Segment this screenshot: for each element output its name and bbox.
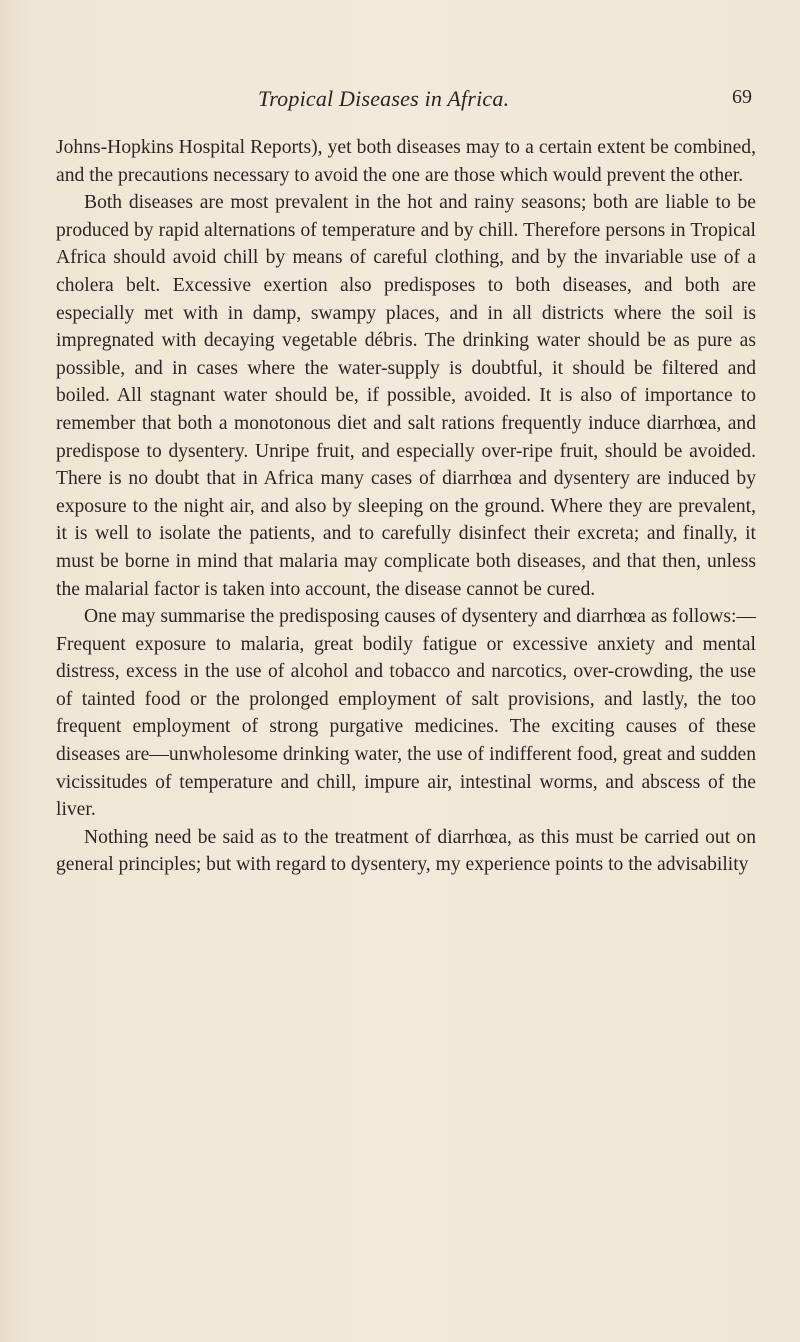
paragraph-treatment: Nothing need be said as to the treatment of diarrhœa, as this must be carried out on general principles; but with regard to dysentery, my experience points to the advisability [56, 826, 756, 876]
paragraph-causes: One may summarise the predisposing causes of dysentery and diarrhœa as follows:—Frequent exposure to malaria, great bodily fatigue or excessive anxiety and mental distress, excess in the use of alcohol and tobacco and narcotics, over-crowding, the use of tainted food or the prolonged employment of salt provisions, and lastly, the too frequent employment of strong purgative medicines. The exciting causes of these diseases are—unwholesome drinking water, the use of indifferent food, great and sudden vicissitudes of temperature and chill, impure air, intestinal worms, and abscess of the liver. [56, 606, 756, 821]
paragraph-prevalence: Both diseases are most prevalent in the hot and rainy seasons; both are liable to be produced by rapid alternations of temperature and by chill. Therefore persons in Tropical Africa should avoid chill by means of careful clothing, and by the invariable use of a cholera belt. Excessive exertion also predisposes to both diseases, and both are especially met with in damp, swampy places, and in all districts where the soil is impregnated with decaying vegetable débris. The drinking water should be as pure as possible, and in cases where the water-supply is doubtful, it should be filtered and boiled. All stagnant water should be, if possible, avoided. It is also of importance to remember that both a monotonous diet and salt rations frequently induce diarrhœa, and predispose to dysentery. Unripe fruit, and especially over-ripe fruit, should be avoided. There is no doubt that in Africa many cases of diarrhœa and dysentery are induced by exposure to the night air, and also by sleeping on the ground. Where they are prevalent, it is well to isolate the patients, and to carefully disinfect their excreta; and finally, it must be borne in mind that malaria may complicate both diseases, and that then, unless the malarial factor is taken into account, the disease cannot be cured. [56, 192, 756, 600]
page-number: 69 [732, 86, 752, 108]
running-title: Tropical Diseases in Africa. [258, 86, 510, 111]
page-header [0, 86, 800, 116]
body-text [56, 134, 756, 879]
paragraph-continuation: Johns-Hopkins Hospital Reports), yet both diseases may to a certain extent be combined, and the precautions necessary to avoid the one are those which would prevent the other. [56, 137, 756, 186]
bottom-margin [0, 1262, 800, 1342]
